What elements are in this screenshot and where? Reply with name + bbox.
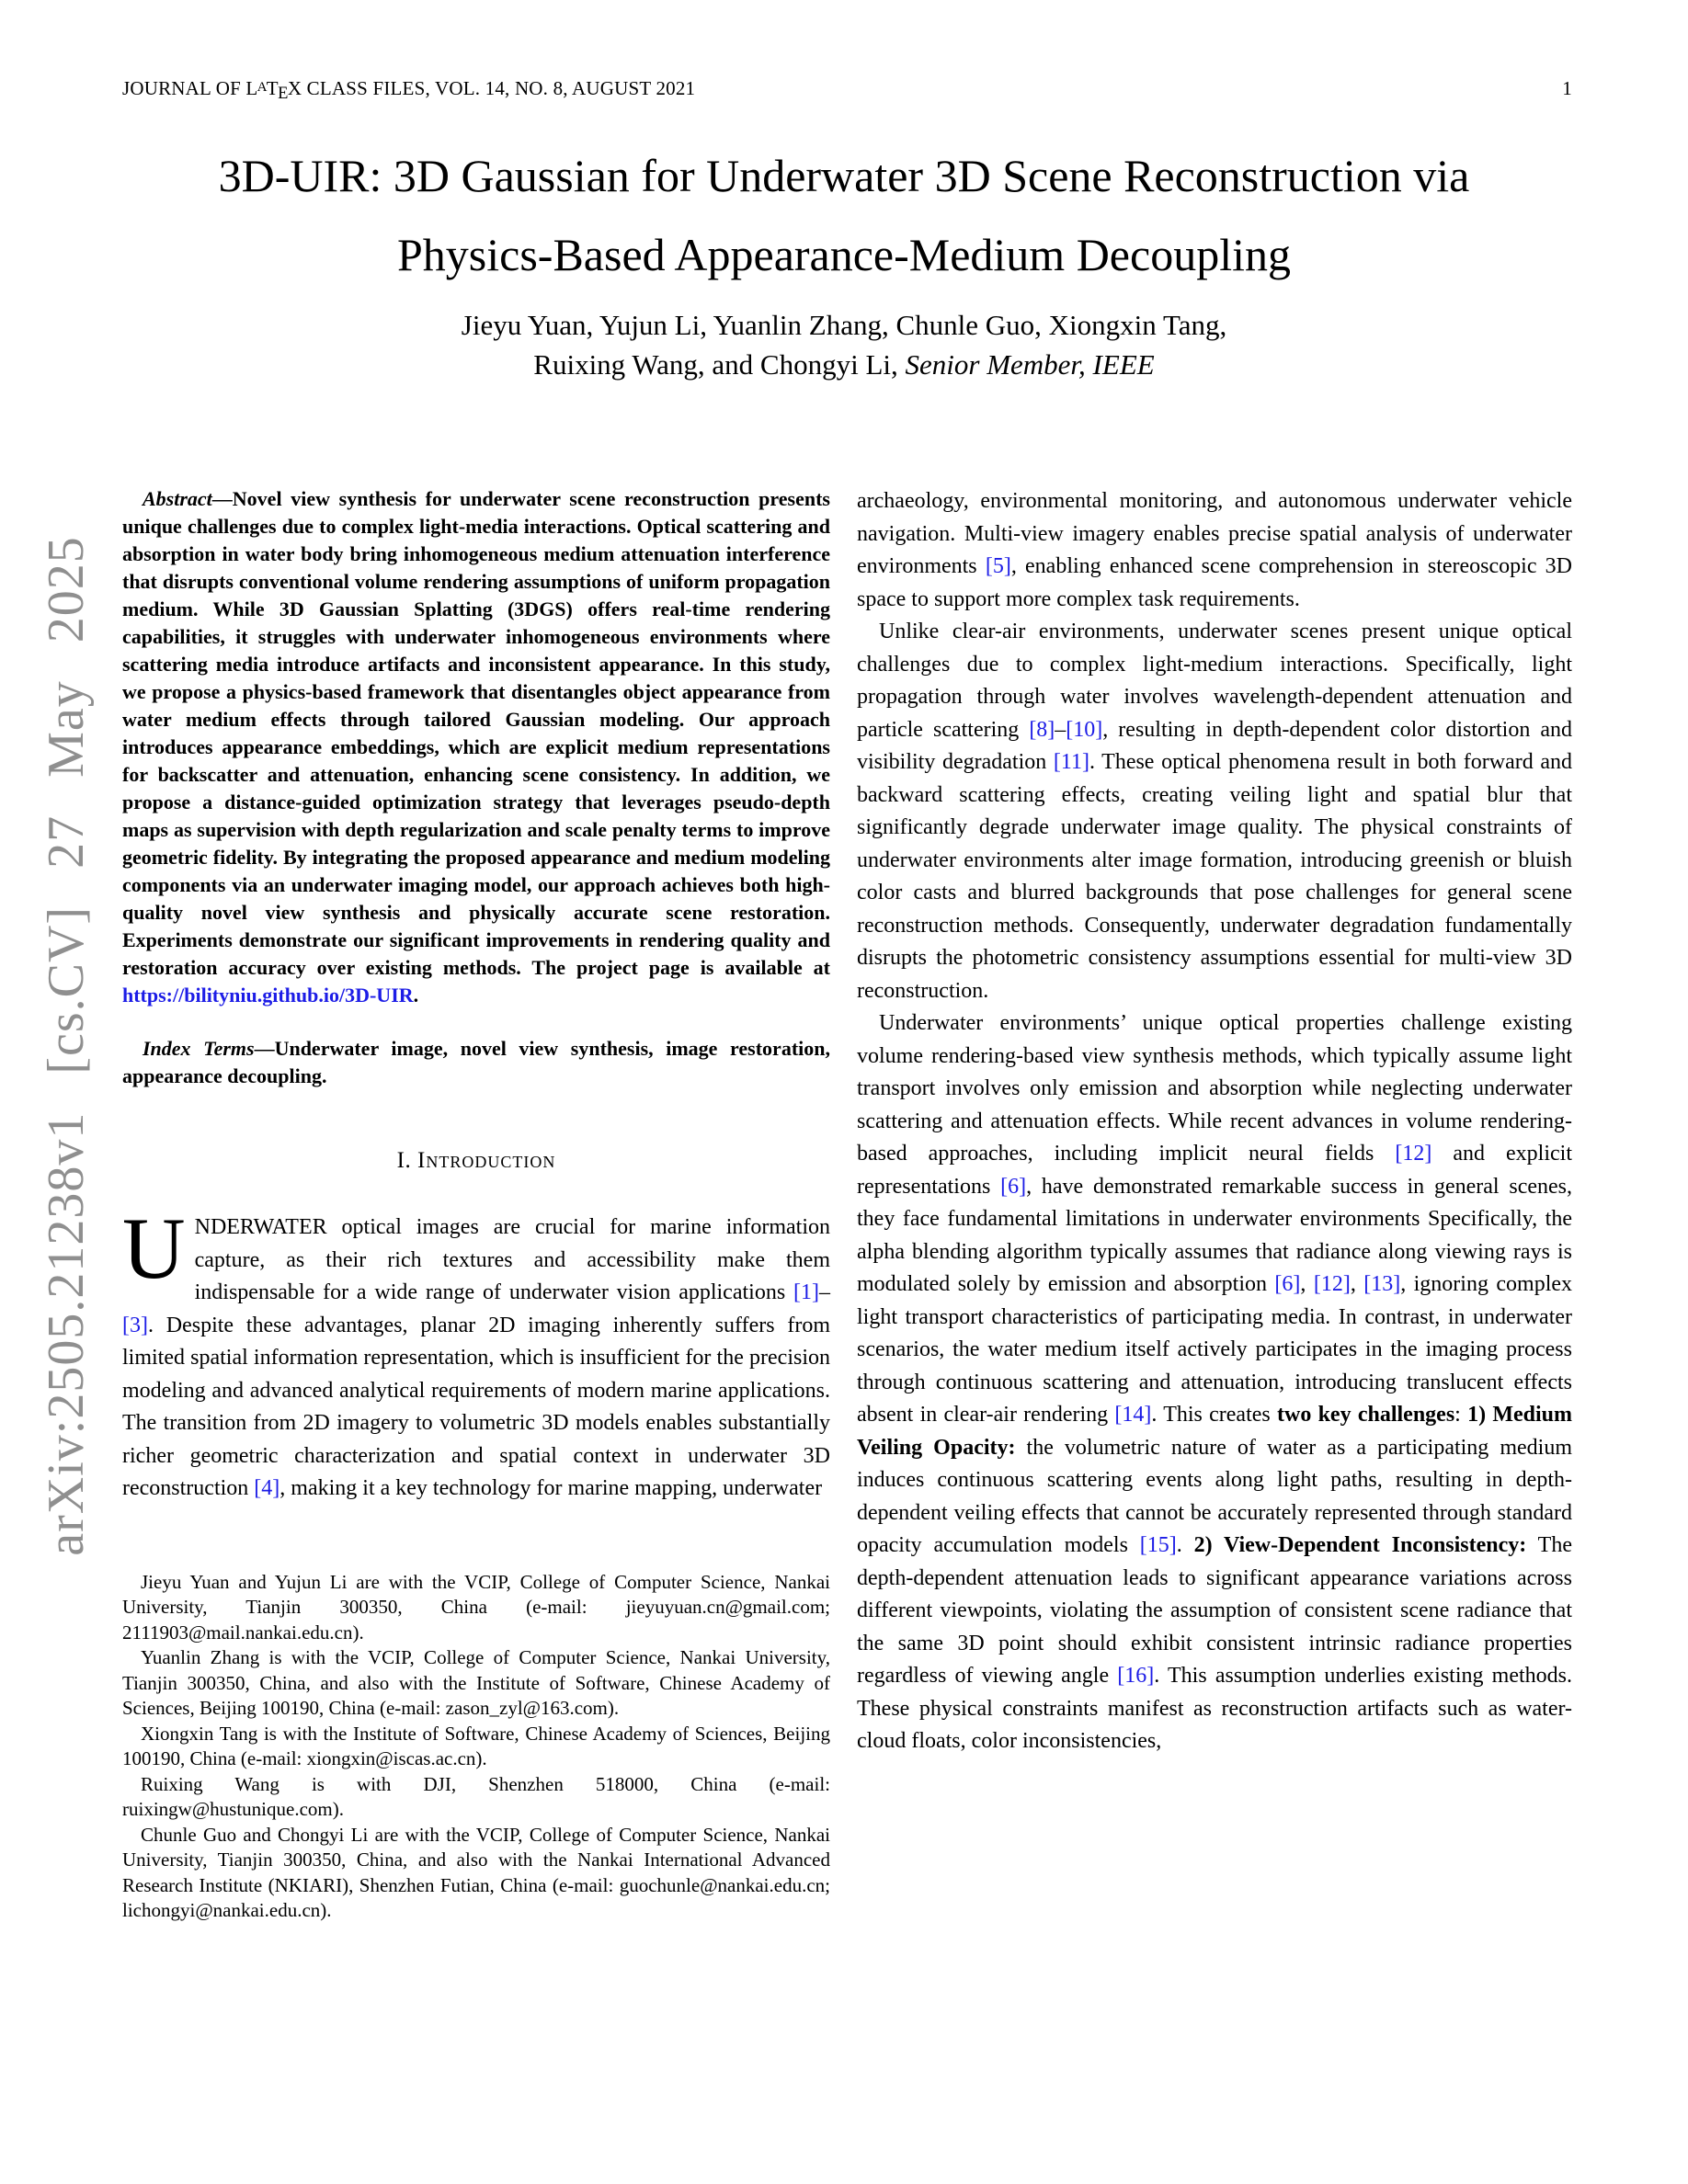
text-segment: archaeology, environmental monitoring, and autonomous underwater vehicle navigation. Multi-view imagery enables precise spatial analysis of underwater environments [857,489,1572,578]
section-number: I. [396,1148,412,1173]
index-terms-paragraph [122,1035,830,1090]
text-segment: Ruixing Wang, and Chongyi Li, [533,348,906,381]
text-segment: —Novel view synthesis for underwater scene reconstruction presents unique challenges due to complex light-media interactions. Optical scattering and absorption in water body bring inhomogeneous medium attenuation interference that disrupts conventional volume rendering assumptions of uniform propagation medium. While 3D Gaussian Splatting (3DGS) offers real-time rendering capabilities, it struggles with underwater inhomogeneous environments where scattering media introduce artifacts and inconsistent appearance. In this study, we propose a physics-based framework that disentangles object appearance from water medium effects through tailored Gaussian modeling. Our approach introduces appearance embeddings, which are explicit medium representations for backscatter and attenuation, enhancing scene consistency. In addition, we propose a distance-guided optimization strategy that leverages pseudo-depth maps as supervision with depth regularization and scale penalty terms to improve geometric fidelity. By integrating the proposed appearance and medium modeling components via an underwater imaging model, our approach achieves both high-quality novel view synthesis and physically accurate scene restoration. Experiments demonstrate our significant improvements in rendering quality and restoration accuracy over existing methods. The project page is available at [122,487,830,979]
text-segment: —Underwater image, novel view synthesis, image restoration, appearance decoupling. [122,1037,830,1087]
text-segment: Index Terms [143,1037,255,1060]
section-title: Introduction [417,1148,556,1173]
text-segment: , have demonstrated remarkable success in general scenes, they face fundamental limitations in underwater environments Specifically, the alpha blending algorithm typically assumes that radiance along viewing rays is modulated solely by emission and absorption [857,1174,1572,1296]
text-segment: Senior Member, IEEE [905,348,1155,381]
text-segment: , making it a key technology for marine mapping, underwater [279,1476,823,1500]
text-segment: The depth-dependent attenuation leads to significant appearance variations across different viewpoints, violating the assumption of consistent scene radiance that the same 3D point should exhibit consistent intrinsic radiance properties regardless of viewing angle [857,1533,1572,1688]
text-segment: – [819,1280,830,1304]
citation-link[interactable]: [6] [1274,1272,1301,1296]
paper-title [0,136,1688,294]
text-segment: Abstract [143,487,212,510]
text-segment: JOURNAL OF L [122,77,258,99]
text-segment: , resulting in depth-dependent color distortion and visibility degradation [857,717,1573,774]
citation-link[interactable]: [4] [254,1476,280,1500]
text-segment: , [1300,1272,1314,1296]
text-segment: two key challenges [1277,1403,1455,1427]
text-segment: , ignoring complex light transport characteristics of participating media. In contrast, in underwater scenarios, the water medium itself actively participates in the imaging process through continuous scattering and attenuation, introducing translucent effects absent in clear-air rendering [857,1272,1573,1427]
citation-link[interactable]: [6] [1000,1174,1027,1199]
text-segment: T [266,77,279,99]
author-block [0,305,1688,384]
text-segment: . This creates [1151,1403,1277,1427]
citation-link[interactable]: [3] [122,1313,148,1337]
text-segment: 1) Medium Veiling Opacity: [857,1403,1573,1460]
citation-link[interactable]: [1] [793,1280,819,1304]
citation-link[interactable]: [10] [1066,717,1103,742]
introduction-paragraph-1 [122,1200,830,1506]
body-paragraph-3 [857,1007,1572,1758]
left-column [122,485,830,1924]
citation-link[interactable]: [13] [1363,1272,1401,1296]
introduction-text [122,1200,830,1500]
citation-link[interactable]: [11] [1053,750,1089,774]
footnote-affiliation-2: Yuanlin Zhang is with the VCIP, College of Computer Science, Nankai University, Tianjin 300350, China, and also with the Institute of Software, Chinese Academy of Sciences, Beijing 100190, China (e-mail: zason_zyl@163.com). [122,1646,830,1719]
footnote-affiliation-3: Xiongxin Tang is with the Institute of Software, Chinese Academy of Sciences, Beijing 100190, China (e-mail: xiongxin@iscas.ac.cn). [122,1722,830,1769]
footnote-affiliation-1: Jieyu Yuan and Yujun Li are with the VCIP, College of Computer Science, Nankai University, Tianjin 300350, China (e-mail: jieyuyuan.cn@gmail.com; 2111903@mail.nankai.edu.cn). [122,1570,830,1644]
running-header [122,77,1572,103]
text-segment: , [1350,1272,1364,1296]
drop-cap: U [122,1200,186,1297]
journal-header [122,77,695,103]
text-segment: Underwater environments’ unique optical properties challenge existing volume rendering-based view synthesis methods, which typically assume light transport involves only emission and absorption while neglecting underwater scattering and attenuation effects. While recent advances in volume rendering-based approaches, including implicit neural fields [857,1011,1572,1166]
text-segment: NDERWATER optical images are crucial for marine information capture, as their rich textures and accessibility make them indispensable for a wide range of underwater vision applications [194,1215,830,1304]
text-segment: and explicit representations [857,1142,1572,1199]
text-segment: Unlike clear-air environments, underwater scenes present unique optical challenges due to complex light-medium interactions. Specifically, light propagation through water involves wavelength-dependent attenuation and particle scattering [857,620,1572,742]
text-segment: 2) View-Dependent Inconsistency: [1193,1533,1527,1557]
project-page-link[interactable]: https://bilityniu.github.io/3D-UIR [122,984,414,1007]
text-segment: . Despite these advantages, planar 2D imaging inherently suffers from limited spatial information representation, which is insufficient for the precision modeling and advanced analytical requirements of modern marine applications. The transition from 2D imagery to volumetric 3D models enables substantially richer geometric characterization and spatial context in underwater 3D reconstruction [122,1313,830,1500]
citation-link[interactable]: [8] [1029,717,1055,742]
citation-link[interactable]: [14] [1114,1403,1152,1427]
text-segment: the volumetric nature of water as a participating medium induces continuous scattering events along light paths, resulting in depth-dependent veiling effects that cannot be accurately represented through standard opacity accumulation models [857,1435,1572,1557]
citation-link[interactable]: [5] [985,554,1011,578]
text-segment: A [257,79,268,95]
citation-link[interactable]: [16] [1117,1664,1155,1688]
author-footnotes [122,1570,830,1924]
citation-link[interactable]: [12] [1395,1142,1432,1166]
body-paragraph-continuation [857,485,1572,616]
text-segment: . These optical phenomena result in both forward and backward scattering effects, creating veiling light and spatial blur that significantly degrade underwater image quality. The physical constraints of underwater environments alter image formation, introducing greenish or bluish color casts and blurred backgrounds that pose challenges for general scene reconstruction methods. Consequently, underwater degradation fundamentally disrupts the photometric consistency assumptions essential for multi-view 3D reconstruction. [857,750,1572,1003]
page-number: 1 [1562,77,1572,99]
text-segment: : [1454,1403,1468,1427]
author-line-2 [0,345,1688,384]
footnote-affiliation-4: Ruixing Wang is with DJI, Shenzhen 518000, China (e-mail: ruixingw@hustunique.com). [122,1772,830,1820]
text-segment: . [413,984,419,1007]
text-segment: . This assumption underlies existing methods. These physical constraints manifest as reconstruction artifacts such as water-cloud floats, color inconsistencies, [857,1664,1573,1753]
abstract-paragraph [122,485,830,1009]
arxiv-watermark: arXiv:2505.21238v1 [cs.CV] 27 May 2025 [38,536,95,1556]
text-segment: . [1176,1533,1194,1557]
right-column [857,485,1572,1758]
text-segment: E [278,83,289,102]
footnote-affiliation-5: Chunle Guo and Chongyi Li are with the VCIP, College of Computer Science, Nankai University, Tianjin 300350, China, and also with the Nankai International Advanced Research Institute (NKIARI), Shenzhen Futian, China (e-mail: guochunle@nankai.edu.cn; lichongyi@nankai.edu.cn). [122,1823,830,1921]
paper-title-line-2: Physics-Based Appearance-Medium Decoupling [397,229,1291,280]
paper-title-line-1: 3D-UIR: 3D Gaussian for Underwater 3D Scene Reconstruction via [218,150,1470,201]
author-line-1: Jieyu Yuan, Yujun Li, Yuanlin Zhang, Chunle Guo, Xiongxin Tang, [461,309,1227,341]
text-segment: – [1055,717,1066,742]
section-heading-introduction [122,1147,830,1175]
text-segment: X CLASS FILES, VOL. 14, NO. 8, AUGUST 2021 [287,77,696,99]
text-segment: , enabling enhanced scene comprehension in stereoscopic 3D space to support more complex task requirements. [857,554,1572,611]
citation-link[interactable]: [15] [1139,1533,1177,1557]
citation-link[interactable]: [12] [1313,1272,1351,1296]
body-paragraph-2 [857,616,1572,1007]
